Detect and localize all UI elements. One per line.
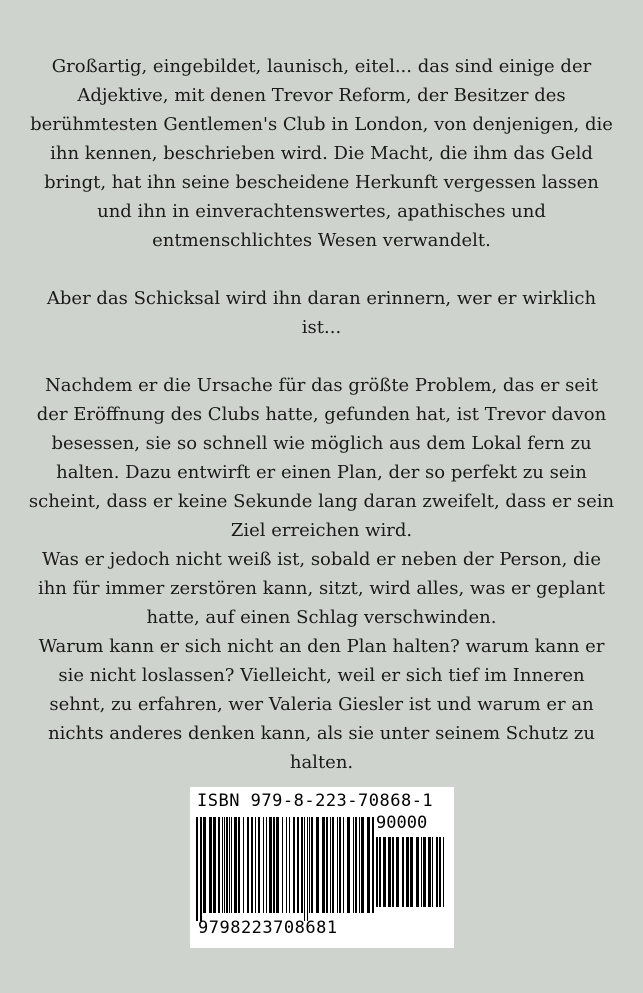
barcode-bar bbox=[443, 837, 444, 907]
barcode-bar bbox=[247, 817, 249, 913]
blurb-paragraph-1: Großartig, eingebildet, launisch, eitel... das sind einige der Adjektive, mit denen Trevor Reform, der Besitzer des berühmtesten Gentlemen's Club in London, von denjenigen, die ihn kennen, beschrieben wird. Die Macht, die ihm das Geld bringt, hat ihn seine bescheidene Herkunft vergessen lassen und ihn in einverachtenswertes, apathisches und entmenschlichtes Wesen verwandelt. bbox=[30, 56, 613, 251]
blurb-paragraph-5: Warum kann er sich nicht an den Plan halten? warum kann er sie nicht loslassen? Vielleicht, weil er sich tief im Inneren sehnt, zu erfahren, wer Valeria Giesler ist und warum er an nichts anderes denken kann, als sie unter seinem Schutz zu halten. bbox=[38, 636, 605, 773]
barcode-bar bbox=[359, 817, 360, 913]
barcode-bar bbox=[388, 837, 391, 907]
barcode-bar bbox=[255, 817, 256, 913]
barcode-bar bbox=[402, 837, 404, 907]
barcode-bar bbox=[297, 817, 299, 913]
barcode-bar bbox=[293, 817, 295, 913]
barcode-bar bbox=[226, 817, 228, 913]
barcode-bar bbox=[269, 817, 272, 913]
barcode-bar bbox=[266, 817, 267, 913]
barcode-bar bbox=[439, 837, 441, 907]
barcode-digits: 9798223708681 bbox=[198, 918, 338, 938]
barcode-bar bbox=[286, 817, 287, 913]
price-code: 90000 bbox=[376, 813, 428, 833]
barcode-bar bbox=[392, 837, 394, 907]
blurb-paragraph-4: Was er jedoch nicht weiß ist, sobald er neben der Person, die ihn für immer zerstören kann, sitzt, wird alles, was er geplant hatte, auf einen Schlag verschwinden. bbox=[37, 549, 606, 628]
barcode-bar bbox=[421, 837, 422, 907]
barcode-bar bbox=[436, 837, 438, 907]
barcode-bar bbox=[301, 817, 303, 913]
barcode-bar bbox=[343, 817, 344, 913]
barcode-bar bbox=[289, 817, 290, 913]
barcode-bar bbox=[311, 817, 313, 913]
barcode-bar bbox=[243, 817, 244, 913]
barcode-bar bbox=[339, 817, 341, 913]
barcode-bar bbox=[410, 837, 413, 907]
blurb-paragraph-2: Aber das Schicksal wird ihn daran erinnern, wer er wirklich ist... bbox=[46, 288, 597, 338]
barcode-bar bbox=[361, 817, 364, 913]
barcode-bar bbox=[196, 817, 198, 921]
paragraph-spacer bbox=[28, 342, 615, 371]
barcode-bar bbox=[200, 817, 202, 921]
barcode-bar bbox=[218, 817, 220, 913]
barcode-bar bbox=[376, 837, 378, 907]
barcode-bar bbox=[322, 817, 325, 913]
barcode-bar bbox=[337, 817, 338, 913]
barcode-bar bbox=[229, 817, 230, 913]
barcode-bar bbox=[367, 817, 370, 913]
barcode-bar bbox=[353, 817, 354, 913]
barcode-bar bbox=[203, 817, 206, 913]
barcode-bar bbox=[432, 837, 433, 907]
barcode-bar bbox=[316, 817, 319, 913]
ean-barcode-bars bbox=[196, 817, 376, 929]
barcode-bar bbox=[330, 817, 331, 913]
barcode-bar bbox=[416, 837, 419, 907]
blurb-paragraph-3: Nachdem er die Ursache für das größte Problem, das er seit der Eröffnung des Clubs hatte, gefunden hat, ist Trevor davon besessen, sie so schnell wie möglich aus dem Lokal fern zu halten. Dazu entwirft er einen Plan, der so perfekt zu sein scheint, dass er keine Sekunde lang daran zweifelt, dass er sein Ziel erreichen wird. bbox=[28, 375, 615, 541]
barcode-bar bbox=[209, 817, 212, 913]
barcode-bar bbox=[258, 817, 260, 913]
addon-barcode-bars bbox=[376, 837, 446, 929]
barcode-bar bbox=[307, 817, 308, 921]
isbn-label: ISBN 979-8-223-70868-1 bbox=[197, 791, 434, 811]
barcode-bar bbox=[231, 817, 232, 913]
barcode-bar bbox=[396, 837, 399, 907]
barcode-bar bbox=[276, 817, 279, 913]
barcode-bar bbox=[234, 817, 237, 913]
barcode-bar bbox=[224, 817, 225, 913]
barcode-bar bbox=[251, 817, 253, 913]
back-cover-blurb bbox=[28, 52, 615, 777]
barcode-bar bbox=[383, 837, 386, 907]
barcode-bar bbox=[263, 817, 264, 913]
barcode-bar bbox=[273, 817, 275, 913]
barcode-bar bbox=[372, 817, 374, 913]
barcode-bar bbox=[304, 817, 305, 921]
barcode-bar bbox=[238, 817, 240, 913]
barcode-bar bbox=[326, 817, 328, 913]
barcode-bar bbox=[222, 817, 223, 913]
barcode-bar bbox=[355, 817, 357, 913]
barcode-bar bbox=[309, 817, 310, 913]
barcode-bar bbox=[332, 817, 334, 913]
barcode-bar bbox=[282, 817, 283, 913]
paragraph-spacer bbox=[28, 255, 615, 284]
barcode-bar bbox=[213, 817, 216, 913]
barcode-bar bbox=[347, 817, 350, 913]
barcode-bar bbox=[423, 837, 426, 907]
isbn-barcode bbox=[190, 787, 454, 948]
barcode-bar bbox=[406, 837, 409, 907]
barcode-bar bbox=[428, 837, 431, 907]
barcode-bar bbox=[379, 837, 381, 907]
